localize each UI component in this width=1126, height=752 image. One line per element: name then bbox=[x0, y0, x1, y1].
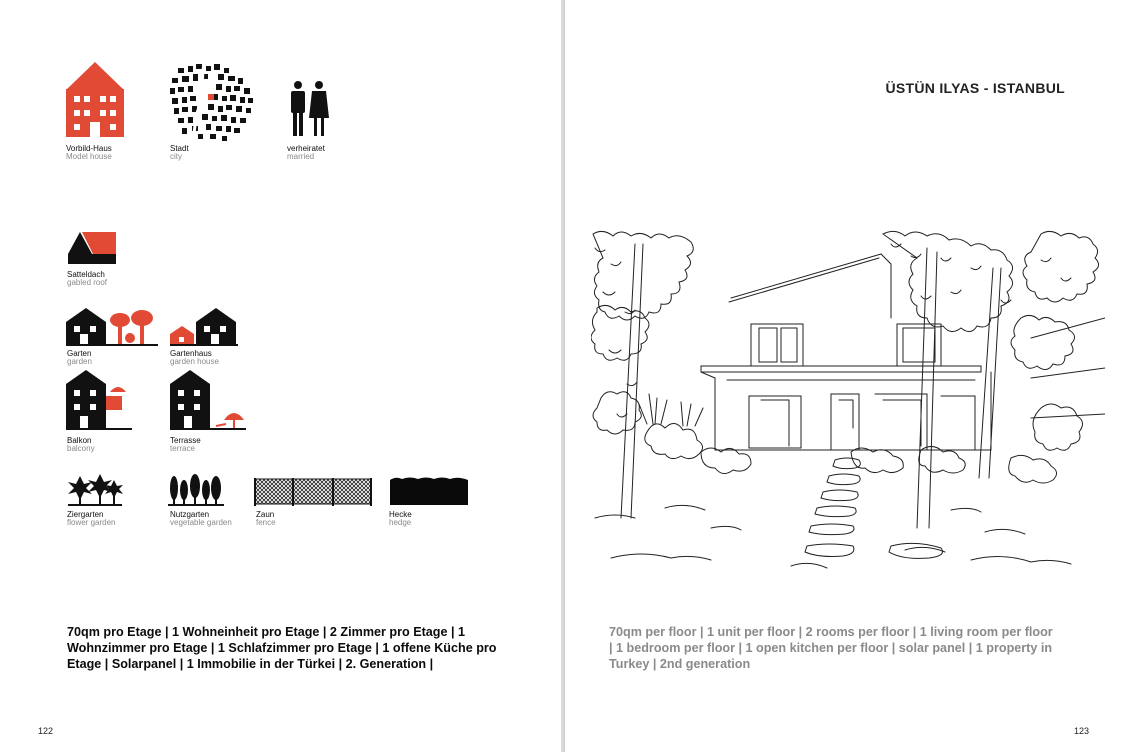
hedge-icon bbox=[388, 476, 470, 506]
right-page-number: 123 bbox=[1073, 726, 1089, 736]
balcony-de: Balkon bbox=[67, 436, 92, 445]
married-label bbox=[287, 145, 325, 161]
model-house-de: Vorbild-Haus bbox=[66, 144, 112, 153]
right-description: 70qm per floor | 1 unit per floor | 2 rooms per floor | 1 living room per floor | 1 bedroom per floor | 1 open kitchen per floor | solar panel | 1 property in Turkey | 2nd generation bbox=[609, 625, 1053, 671]
city-label bbox=[170, 145, 189, 161]
model-house-en: Model house bbox=[66, 152, 112, 161]
balcony-label bbox=[67, 437, 95, 453]
flower-garden-icon bbox=[66, 472, 124, 508]
garden-house-label bbox=[170, 350, 219, 366]
model-house-label bbox=[66, 145, 112, 161]
vegetable-garden-en: vegetable garden bbox=[170, 518, 232, 527]
terrace-icon bbox=[170, 370, 248, 432]
right-page bbox=[564, 0, 1126, 752]
flower-garden-en: flower garden bbox=[67, 518, 116, 527]
gabled-roof-icon bbox=[66, 230, 118, 266]
garden-house-en: garden house bbox=[170, 357, 219, 366]
fence-label bbox=[256, 511, 276, 527]
gabled-roof-de: Satteldach bbox=[67, 270, 105, 279]
garden-en: garden bbox=[67, 357, 92, 366]
hedge-label bbox=[389, 511, 412, 527]
balcony-en: balcony bbox=[67, 444, 95, 453]
model-house-icon bbox=[64, 60, 126, 138]
hedge-de: Hecke bbox=[389, 510, 412, 519]
vegetable-garden-de: Nutzgarten bbox=[170, 510, 210, 519]
garden-icon bbox=[66, 308, 158, 348]
fence-icon bbox=[254, 478, 372, 506]
left-page-number: 122 bbox=[38, 726, 54, 736]
house-sketch-illustration bbox=[591, 228, 1105, 582]
page-title: ÜSTÜN ILYAS - ISTANBUL bbox=[885, 80, 1065, 96]
city-de: Stadt bbox=[170, 144, 189, 153]
left-page bbox=[0, 0, 561, 752]
married-icon bbox=[288, 80, 330, 138]
garden-house-icon bbox=[170, 308, 238, 348]
flower-garden-label bbox=[67, 511, 115, 527]
gabled-roof-label bbox=[67, 271, 107, 287]
garden-label bbox=[67, 350, 92, 366]
married-en: married bbox=[287, 152, 315, 161]
terrace-de: Terrasse bbox=[170, 436, 201, 445]
vegetable-garden-label bbox=[170, 511, 232, 527]
flower-garden-de: Ziergarten bbox=[67, 510, 104, 519]
garden-house-de: Gartenhaus bbox=[170, 349, 212, 358]
garden-de: Garten bbox=[67, 349, 92, 358]
terrace-label bbox=[170, 437, 201, 453]
gabled-roof-en: gabled roof bbox=[67, 278, 108, 287]
balcony-icon bbox=[66, 370, 134, 432]
fence-en: fence bbox=[256, 518, 276, 527]
vegetable-garden-icon bbox=[168, 472, 226, 508]
city-icon bbox=[166, 60, 256, 144]
city-en: city bbox=[170, 152, 182, 161]
fence-de: Zaun bbox=[256, 510, 275, 519]
married-de: verheiratet bbox=[287, 144, 325, 153]
hedge-en: hedge bbox=[389, 518, 412, 527]
left-description: 70qm pro Etage | 1 Wohneinheit pro Etage | 2 Zimmer pro Etage | 1 Wohnzimmer pro Etage | 1 Schlafzimmer pro Etage | 1 offene Küche pro Etage | Solarpanel | 1 Immobilie in der Türkei | 2. Generation | bbox=[67, 625, 497, 671]
terrace-en: terrace bbox=[170, 444, 195, 453]
